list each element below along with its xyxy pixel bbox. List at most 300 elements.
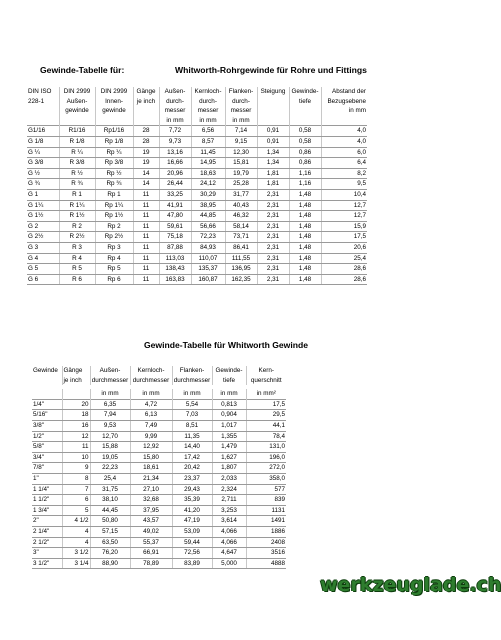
table-row — [27, 158, 367, 169]
table2-cell: 3 1/2" — [32, 558, 62, 569]
table-row — [27, 147, 367, 158]
table2-cell: 35,39 — [172, 495, 212, 506]
table2-cell: 1491 — [246, 516, 286, 527]
table1-cell: 18,63 — [191, 168, 225, 179]
table2-cell: 14,40 — [172, 442, 212, 453]
table2-cell: 2 1/2" — [32, 537, 62, 548]
table1-cell: 8,2 — [321, 168, 367, 179]
table2-cell: 76,20 — [90, 548, 130, 559]
table1-cell: 7,14 — [225, 126, 257, 137]
table1-cell: G 6 — [27, 274, 59, 285]
table1-header-cell: messer — [191, 106, 225, 116]
table1-cell: G ¾ — [27, 179, 59, 190]
table1-cell: 1,48 — [289, 242, 321, 253]
table1-cell: Rp 3/8 — [95, 158, 133, 169]
table2-cell: 44,45 — [90, 505, 130, 516]
table1-cell: 87,88 — [159, 242, 191, 253]
table1-cell: 0,58 — [289, 136, 321, 147]
table1-cell: R ¼ — [59, 147, 95, 158]
table1-cell: 1,81 — [257, 168, 289, 179]
table2-cell: 3 1/2 — [62, 548, 90, 559]
table1-cell: 28 — [133, 136, 159, 147]
table1-cell: 1,48 — [289, 274, 321, 285]
table1-cell: Rp 2 — [95, 221, 133, 232]
table1-cell: 2,31 — [257, 264, 289, 275]
table1-cell: 2,31 — [257, 211, 289, 222]
table2-cell: 1" — [32, 473, 62, 484]
table1-cell: 138,43 — [159, 264, 191, 275]
table2-cell: 83,89 — [172, 558, 212, 569]
table1-cell: 4,0 — [321, 136, 367, 147]
table1-cell: G 1¼ — [27, 200, 59, 211]
table2-cell: 2,711 — [212, 495, 246, 506]
table2-cell: 1/2" — [32, 431, 62, 442]
table2-cell: 9,53 — [90, 420, 130, 431]
table-row — [27, 168, 367, 179]
table2-cell: 3/8" — [32, 420, 62, 431]
table2-cell: 2,324 — [212, 484, 246, 495]
table1-header-cell: Abstand der — [332, 88, 366, 95]
table1-cell: 11 — [133, 232, 159, 243]
table2-cell: 4,066 — [212, 537, 246, 548]
table1-cell: 40,43 — [225, 200, 257, 211]
table2-cell: 78,89 — [130, 558, 172, 569]
table2-cell: 3/4" — [32, 452, 62, 463]
table2-cell: 1 1/4" — [32, 484, 62, 495]
table1-cell: 20,6 — [321, 242, 367, 253]
table1-units-row — [27, 116, 367, 126]
table2-cell: 272,0 — [246, 463, 286, 474]
table1-cell: 28,6 — [321, 264, 367, 275]
table1-cell: 26,44 — [159, 179, 191, 190]
table2-cell: 4,72 — [130, 399, 172, 410]
table1-cell: 33,25 — [159, 189, 191, 200]
table1-cell: G 3/8 — [27, 158, 59, 169]
table2-cell: 15,80 — [130, 452, 172, 463]
table1-cell: 17,5 — [321, 232, 367, 243]
table1-cell: 59,61 — [159, 221, 191, 232]
table1-header-cell: durch- — [159, 97, 191, 107]
table1-cell: G 5 — [27, 264, 59, 275]
table1-cell: 1,48 — [289, 200, 321, 211]
table1-cell: 46,32 — [225, 211, 257, 222]
table1-cell: 11 — [133, 200, 159, 211]
table2-cell: 41,20 — [172, 505, 212, 516]
table1-cell: 2,31 — [257, 221, 289, 232]
table-row — [27, 221, 367, 232]
table1-cell: 1,16 — [289, 179, 321, 190]
table2-cell: 10 — [62, 452, 90, 463]
table-row — [32, 452, 286, 463]
table1-header-cell: Bezugsebene — [327, 97, 366, 105]
table1-unit-cell: in mm — [159, 116, 191, 126]
table1-title-subject: Whitworth-Rohrgewinde für Rohre und Fittings — [175, 65, 367, 75]
table1-header-cell: Steigung — [257, 87, 289, 97]
table2-cell: 21,34 — [130, 473, 172, 484]
table2-unit-cell: in mm — [212, 389, 246, 399]
table2-cell: 3516 — [246, 548, 286, 559]
table1-cell: 0,91 — [257, 136, 289, 147]
table1-header-cell: Außen- — [59, 97, 95, 107]
table1-unit-cell — [133, 116, 159, 126]
table1-cell: G 1½ — [27, 211, 59, 222]
table2-cell: 55,37 — [130, 537, 172, 548]
table2-cell: 1,479 — [212, 442, 246, 453]
table1-cell: 12,30 — [225, 147, 257, 158]
table2-unit-cell: in mm — [130, 389, 172, 399]
table1-cell: 6,56 — [191, 126, 225, 137]
table1-cell: R 2 — [59, 221, 95, 232]
table2-header-row — [32, 376, 286, 386]
table1-unit-cell — [321, 116, 367, 126]
table1-cell: R 1½ — [59, 211, 95, 222]
table2-cell: 7,49 — [130, 420, 172, 431]
table1-header-cell: gewinde — [59, 106, 95, 116]
table2-cell: 18,61 — [130, 463, 172, 474]
table2-cell: 7,03 — [172, 410, 212, 421]
table2-cell: 131,0 — [246, 442, 286, 453]
table1-cell: 1,34 — [257, 147, 289, 158]
table1-cell: Rp 1¼ — [95, 200, 133, 211]
table-row — [32, 505, 286, 516]
table1-cell: R 3/8 — [59, 158, 95, 169]
table1-cell: 11 — [133, 274, 159, 285]
table1-unit-cell — [289, 116, 321, 126]
table1-cell: 86,41 — [225, 242, 257, 253]
table1-cell: Rp 3 — [95, 242, 133, 253]
table2-header-cell: Kernloch- — [130, 366, 172, 376]
table2-cell: 44,1 — [246, 420, 286, 431]
table2-cell: 1886 — [246, 526, 286, 537]
table1-cell: 15,9 — [321, 221, 367, 232]
table1-cell: 0,86 — [289, 147, 321, 158]
table2-cell: 3,614 — [212, 516, 246, 527]
table1-cell: 1,81 — [257, 179, 289, 190]
table-row — [32, 484, 286, 495]
table1-cell: Rp 1/8 — [95, 136, 133, 147]
table1-cell: 11 — [133, 264, 159, 275]
table2-cell: 839 — [246, 495, 286, 506]
table1-header-cell: DIN ISO — [27, 87, 59, 97]
table2-cell: 2" — [32, 516, 62, 527]
table2-header-cell: querschnitt — [250, 376, 282, 384]
table2-cell: 4 — [62, 537, 90, 548]
table2-cell: 59,44 — [172, 537, 212, 548]
table1-cell: G 1 — [27, 189, 59, 200]
table1-unit-cell: in mm — [225, 116, 257, 126]
table2-cell: 6 — [62, 495, 90, 506]
table-row — [32, 537, 286, 548]
table1-cell: 12,7 — [321, 200, 367, 211]
table-row — [32, 495, 286, 506]
table2-cell: 11,35 — [172, 431, 212, 442]
table2-cell: 88,90 — [90, 558, 130, 569]
table1-header-cell — [289, 106, 321, 116]
table1-cell: 13,16 — [159, 147, 191, 158]
table2-cell: 1,807 — [212, 463, 246, 474]
table2-cell: 15,88 — [90, 442, 130, 453]
table1-cell: 6,0 — [321, 147, 367, 158]
table1-cell: 1,48 — [289, 232, 321, 243]
table1-cell: 10,4 — [321, 189, 367, 200]
table1-cell: 11,45 — [191, 147, 225, 158]
table2-cell: 37,95 — [130, 505, 172, 516]
table2-cell: 47,19 — [172, 516, 212, 527]
table1-cell: 11 — [133, 242, 159, 253]
table2-cell: 43,57 — [130, 516, 172, 527]
table1-header-cell: tiefe — [289, 97, 321, 107]
table2-cell: 0,904 — [212, 410, 246, 421]
table1-cell: 38,95 — [191, 200, 225, 211]
table1-cell: 30,29 — [191, 189, 225, 200]
table2-cell: 23,37 — [172, 473, 212, 484]
table1-header-cell: 228-1 — [27, 97, 59, 107]
table2-title: Gewinde-Tabelle für Whitworth Gewinde — [143, 340, 309, 350]
table2-cell: 577 — [246, 484, 286, 495]
table1-cell: R ½ — [59, 168, 95, 179]
table2-cell: 1131 — [246, 505, 286, 516]
table-row — [32, 516, 286, 527]
table1-cell: 1,48 — [289, 221, 321, 232]
table1-cell: 2,31 — [257, 232, 289, 243]
table1-cell: 25,4 — [321, 253, 367, 264]
table2-cell: 12 — [62, 431, 90, 442]
table1-cell: 163,83 — [159, 274, 191, 285]
table1-cell: G ¼ — [27, 147, 59, 158]
table1-cell: 135,37 — [191, 264, 225, 275]
table1-cell: G 3 — [27, 242, 59, 253]
table2-cell: 7/8" — [32, 463, 62, 474]
table-row — [27, 126, 367, 137]
table1-header-cell — [27, 106, 59, 116]
table1-header-cell: messer — [159, 106, 191, 116]
table1-title — [40, 65, 367, 75]
table1-cell: 0,86 — [289, 158, 321, 169]
table1-cell: 58,14 — [225, 221, 257, 232]
table1-header-cell: Innen- — [95, 97, 133, 107]
table1-header-row — [27, 87, 367, 97]
table1-cell: 56,66 — [191, 221, 225, 232]
table1-cell: R 1/8 — [59, 136, 95, 147]
table-row — [27, 179, 367, 190]
table1-cell: G1/16 — [27, 126, 59, 137]
table2-cell: 4,647 — [212, 548, 246, 559]
table1-cell: G ½ — [27, 168, 59, 179]
table2-cell: 5 — [62, 505, 90, 516]
table2-cell: 7 — [62, 484, 90, 495]
table1-header-cell: Gänge — [133, 87, 159, 97]
table1-cell: 28 — [133, 126, 159, 137]
table2-header-cell: tiefe — [212, 376, 246, 386]
table1-cell: 31,77 — [225, 189, 257, 200]
table2-cell: 50,80 — [90, 516, 130, 527]
table2-header-cell: Gewinde- — [212, 366, 246, 376]
table1-cell: 9,73 — [159, 136, 191, 147]
table1-cell: 11 — [133, 221, 159, 232]
table-row — [32, 463, 286, 474]
table1-cell: Rp 1 — [95, 189, 133, 200]
table2-header-cell: Gewinde — [32, 366, 62, 376]
table1-cell: Rp 5 — [95, 264, 133, 275]
table2-cell: 17,42 — [172, 452, 212, 463]
table2-cell: 358,0 — [246, 473, 286, 484]
table1-cell: 24,12 — [191, 179, 225, 190]
table2-cell: 53,09 — [172, 526, 212, 537]
table1-header-cell — [257, 106, 289, 116]
table2-cell: 1,627 — [212, 452, 246, 463]
table2-unit-cell: in mm — [172, 389, 212, 399]
table2-cell: 1 3/4" — [32, 505, 62, 516]
table2-cell: 3,253 — [212, 505, 246, 516]
table1-cell: 19,79 — [225, 168, 257, 179]
table1-cell: 14 — [133, 179, 159, 190]
table2-cell: 7,94 — [90, 410, 130, 421]
table1-cell: 28,6 — [321, 274, 367, 285]
table2-cell: 3 1/4 — [62, 558, 90, 569]
table1-header-row — [27, 97, 367, 107]
table2-cell: 8,51 — [172, 420, 212, 431]
table-row — [32, 410, 286, 421]
table2-cell: 4 — [62, 526, 90, 537]
table1-cell: G 2½ — [27, 232, 59, 243]
table2-cell: 3" — [32, 548, 62, 559]
table2-cell: 2,033 — [212, 473, 246, 484]
table2-cell: 11 — [62, 442, 90, 453]
table1-cell: 1,48 — [289, 253, 321, 264]
table1-cell: 0,91 — [257, 126, 289, 137]
table1-cell: R 2½ — [59, 232, 95, 243]
table-row — [27, 200, 367, 211]
table1-cell: 1,34 — [257, 158, 289, 169]
table1-header-cell: durch- — [225, 97, 257, 107]
table1-cell: 160,87 — [191, 274, 225, 285]
table2-cell: 2408 — [246, 537, 286, 548]
table2-cell: 5,000 — [212, 558, 246, 569]
table1-cell: Rp1/16 — [95, 126, 133, 137]
table1-cell: 20,96 — [159, 168, 191, 179]
table1-cell: 15,81 — [225, 158, 257, 169]
table1-cell: Rp 2½ — [95, 232, 133, 243]
table2-cell: 63,50 — [90, 537, 130, 548]
table1-cell: 2,31 — [257, 189, 289, 200]
table-row — [32, 442, 286, 453]
table1-cell: 11 — [133, 253, 159, 264]
table2-unit-cell: in mm² — [256, 390, 276, 398]
table2-cell: 27,10 — [130, 484, 172, 495]
table1-header-cell: DIN 2999 — [59, 87, 95, 97]
table1-cell: Rp ¼ — [95, 147, 133, 158]
table-row — [32, 473, 286, 484]
table1-cell: Rp ½ — [95, 168, 133, 179]
table1-header-cell — [257, 97, 289, 107]
table2-cell: 32,68 — [130, 495, 172, 506]
table1-cell: 113,03 — [159, 253, 191, 264]
table2-cell: 17,5 — [246, 399, 286, 410]
table1-cell: 8,57 — [191, 136, 225, 147]
table-row — [27, 274, 367, 285]
table2-cell: 78,4 — [246, 431, 286, 442]
table1-cell: 2,31 — [257, 253, 289, 264]
table2-header-cell: Gänge — [62, 366, 90, 376]
table2-cell: 29,43 — [172, 484, 212, 495]
table2-header-cell: durchmesser — [91, 376, 129, 384]
table2-cell: 2 1/4" — [32, 526, 62, 537]
table1-cell: 12,7 — [321, 211, 367, 222]
table2-cell: 19,05 — [90, 452, 130, 463]
table1-header-row — [27, 106, 367, 116]
table2-cell: 12,70 — [90, 431, 130, 442]
table1-header-cell: durch- — [191, 97, 225, 107]
table-row — [27, 211, 367, 222]
table1-unit-cell — [95, 116, 133, 126]
table1-cell: 73,71 — [225, 232, 257, 243]
table1-cell: 11 — [133, 211, 159, 222]
table2-cell: 16 — [62, 420, 90, 431]
table1-header-cell: Außen- — [159, 87, 191, 97]
table1-cell: 2,31 — [257, 274, 289, 285]
table1-cell: 11 — [133, 189, 159, 200]
table1-cell: 162,35 — [225, 274, 257, 285]
table1-unit-cell — [257, 116, 289, 126]
table1-cell: 6,4 — [321, 158, 367, 169]
table1-unit-cell — [59, 116, 95, 126]
table1-header-cell: messer — [225, 106, 257, 116]
table1-cell: Rp 6 — [95, 274, 133, 285]
table1-header-cell: Gewinde- — [289, 87, 321, 97]
table-row — [32, 548, 286, 559]
table2-cell: 22,23 — [90, 463, 130, 474]
table1-cell: 47,80 — [159, 211, 191, 222]
table1-header-cell — [133, 106, 159, 116]
table2-cell: 4888 — [246, 558, 286, 569]
table2-cell: 18 — [62, 410, 90, 421]
table1-cell: 19 — [133, 158, 159, 169]
table2-cell: 72,56 — [172, 548, 212, 559]
table1-cell: 4,0 — [321, 126, 367, 137]
table-row — [32, 399, 286, 410]
table2-cell: 196,0 — [246, 452, 286, 463]
table1-cell: 0,58 — [289, 126, 321, 137]
table1-cell: 136,95 — [225, 264, 257, 275]
table2-cell: 5/8" — [32, 442, 62, 453]
table2-cell: 6,35 — [90, 399, 130, 410]
table2-cell: 9,99 — [130, 431, 172, 442]
table2-unit-cell — [32, 389, 62, 399]
table1-header-cell: DIN 2999 — [95, 87, 133, 97]
table2-units-row — [32, 389, 286, 399]
table2-cell: 20,42 — [172, 463, 212, 474]
table2-cell: 6,13 — [130, 410, 172, 421]
table1-cell: 1,48 — [289, 211, 321, 222]
table1-cell: R 6 — [59, 274, 95, 285]
table1-cell: 84,93 — [191, 242, 225, 253]
table2-header-row — [32, 366, 286, 376]
table1-cell: R 1¼ — [59, 200, 95, 211]
table1-cell: Rp ¾ — [95, 179, 133, 190]
table-row — [32, 526, 286, 537]
table2-cell: 66,91 — [130, 548, 172, 559]
table2-cell: 1/4" — [32, 399, 62, 410]
table2-cell: 0,813 — [212, 399, 246, 410]
table2-cell: 1,355 — [212, 431, 246, 442]
table2-cell: 4 1/2 — [62, 516, 90, 527]
table-row — [32, 558, 286, 569]
table2-header-cell: durchmesser — [130, 376, 172, 386]
table1-cell: R 1 — [59, 189, 95, 200]
table1-cell: 16,66 — [159, 158, 191, 169]
table1-cell: 9,5 — [321, 179, 367, 190]
table2-cell: 49,02 — [130, 526, 172, 537]
